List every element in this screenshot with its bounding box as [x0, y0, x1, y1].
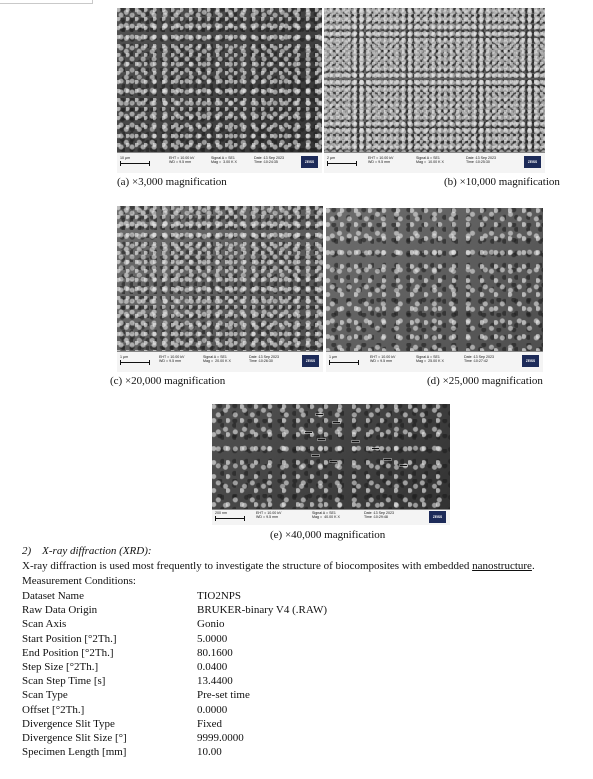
time-text: Time :10:27:42: [464, 359, 488, 364]
scale-bar: 1 μm: [329, 355, 363, 359]
date-text: Date :13 Sep 2023: [466, 156, 496, 160]
mag-text: Mag = 3.00 K X: [211, 160, 237, 165]
page-corner-rule: [0, 0, 93, 4]
eht-text: EHT = 10.00 kV: [256, 511, 282, 515]
date-text: Date :13 Sep 2023: [464, 355, 494, 359]
time-text: Time :10:29:48: [364, 515, 388, 520]
mag-text: Mag = 20.00 K X: [203, 359, 231, 364]
param-row: End Position [°2Th.] 80.1600: [22, 646, 233, 659]
sem-info-bar: [324, 152, 545, 173]
caption-e: (e) ×40,000 magnification: [270, 529, 386, 541]
sem-info-bar: [117, 351, 323, 372]
caption-d: (d) ×25,000 magnification: [427, 375, 543, 387]
sem-image-d: [326, 208, 543, 372]
signal-text: Signal A = SE1: [416, 355, 440, 359]
zeiss-logo: ZEISS: [301, 156, 318, 168]
zeiss-logo: ZEISS: [524, 156, 541, 168]
sem-image-a: [117, 8, 322, 173]
param-row: Scan Axis Gonio: [22, 618, 225, 631]
scale-bar: 10 μm: [120, 156, 154, 160]
param-row: Step Size [°2Th.] 0.0400: [22, 660, 228, 673]
param-row: Specimen Length [mm] 10.00: [22, 746, 222, 759]
param-row: Scan Type Pre-set time: [22, 689, 250, 702]
eht-text: EHT = 10.00 kV: [368, 156, 394, 160]
zeiss-logo: ZEISS: [302, 355, 319, 367]
eht-text: EHT = 10.00 kV: [169, 156, 195, 160]
date-text: Date :13 Sep 2023: [249, 355, 279, 359]
wd-text: WD = 9.5 mm: [169, 160, 192, 165]
nanostructure-link[interactable]: nanostructure: [472, 560, 532, 572]
scale-bar: 2 μm: [327, 156, 361, 160]
section-number: 2): [22, 545, 32, 557]
date-text: Date :13 Sep 2023: [364, 511, 394, 515]
eht-text: EHT = 10.00 kV: [370, 355, 396, 359]
measurement-parameters: [22, 590, 482, 760]
time-text: Time :10:24:35: [254, 160, 278, 165]
signal-text: Signal A = SE1: [416, 156, 440, 160]
param-row: Raw Data Origin BRUKER-binary V4 (.RAW): [22, 604, 327, 617]
caption-b: (b) ×10,000 magnification: [444, 176, 560, 188]
param-row: Divergence Slit Size [°] 9999.0000: [22, 731, 244, 744]
measurement-heading: Measurement Conditions:: [22, 575, 136, 587]
sem-image-c: [117, 206, 323, 372]
signal-text: Signal A = SE1: [211, 156, 235, 160]
xrd-paragraph: X-ray diffraction is used most frequently to investigate the structure of biocomposites with embedded nanostructure.: [22, 560, 535, 572]
param-row: Dataset Name TIO2NPS: [22, 590, 242, 602]
eht-text: EHT = 10.00 kV: [159, 355, 185, 359]
param-row: Start Position [°2Th.] 5.0000: [22, 632, 228, 645]
wd-text: WD = 9.5 mm: [159, 359, 182, 364]
caption-c: (c) ×20,000 magnification: [110, 375, 226, 387]
mag-text: Mag = 10.00 K X: [416, 160, 444, 165]
sem-info-bar: [117, 152, 322, 173]
wd-text: WD = 9.5 mm: [368, 160, 391, 165]
section-title: X-ray diffraction (XRD):: [42, 545, 152, 557]
mag-text: Mag = 40.00 K X: [312, 515, 340, 520]
wd-text: WD = 9.5 mm: [256, 515, 279, 520]
sem-image-e: [212, 404, 450, 525]
signal-text: Signal A = SE1: [312, 511, 336, 515]
wd-text: WD = 9.5 mm: [370, 359, 393, 364]
param-row: Scan Step Time [s] 13.4400: [22, 675, 233, 688]
caption-a: (a) ×3,000 magnification: [117, 176, 227, 188]
sem-info-bar: [212, 509, 450, 525]
time-text: Time :10:25:30: [466, 160, 490, 165]
section-heading: [22, 545, 152, 557]
param-row: Offset [°2Th.] 0.0000: [22, 703, 228, 716]
zeiss-logo: ZEISS: [429, 511, 446, 523]
scale-bar: 200 nm: [215, 511, 249, 515]
zeiss-logo: ZEISS: [522, 355, 539, 367]
signal-text: Signal A = SE1: [203, 355, 227, 359]
date-text: Date :13 Sep 2023: [254, 156, 284, 160]
sem-info-bar: [326, 351, 543, 372]
mag-text: Mag = 25.00 K X: [416, 359, 444, 364]
sem-image-b: [324, 8, 545, 173]
param-row: Divergence Slit Type Fixed: [22, 717, 223, 730]
scale-bar: 1 μm: [120, 355, 154, 359]
time-text: Time :10:26:30: [249, 359, 273, 364]
